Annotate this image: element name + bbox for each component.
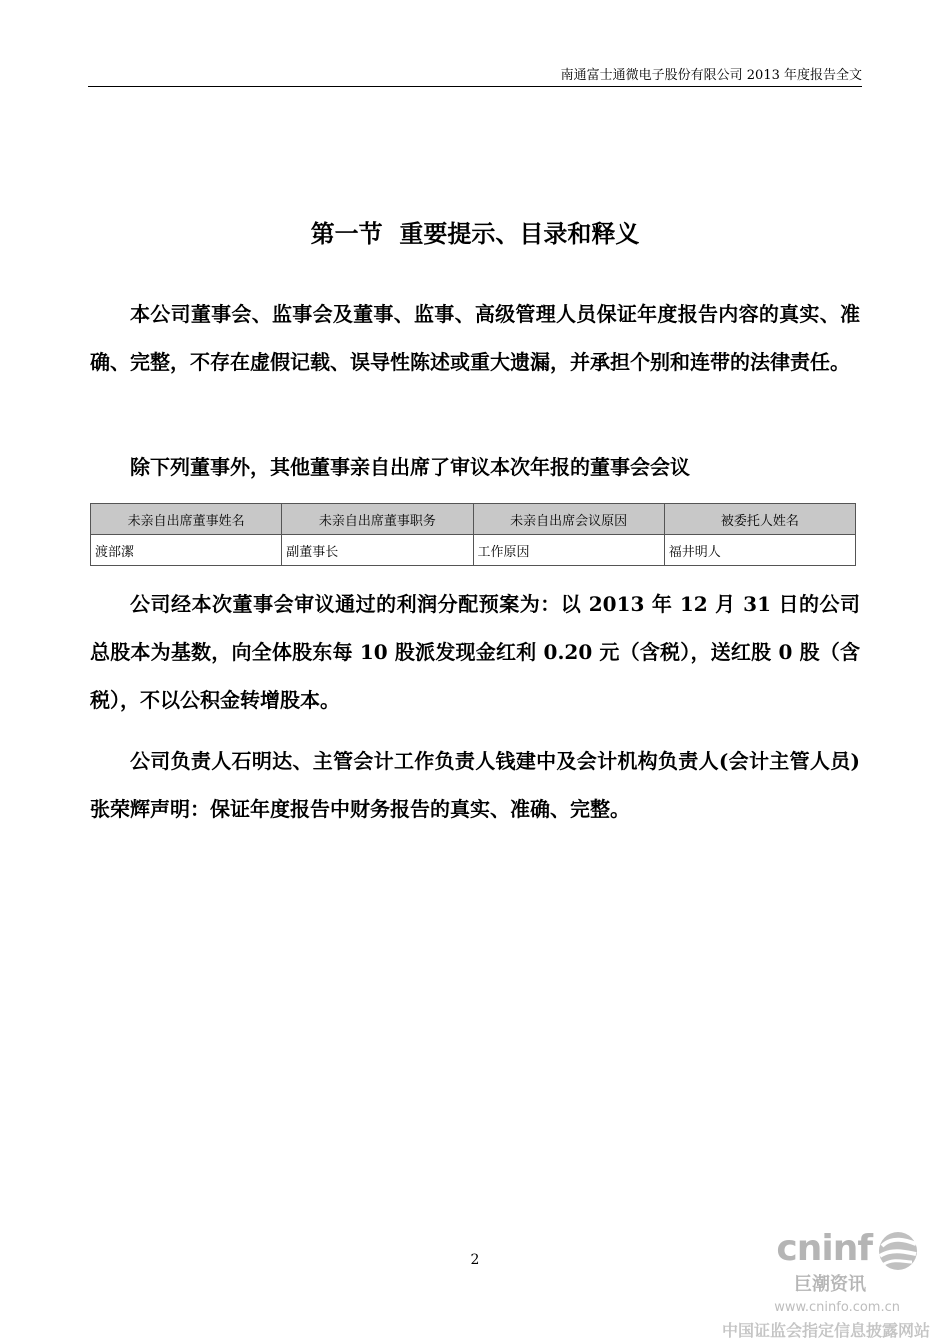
table-row [91, 535, 856, 566]
cninfo-logo-chinese: 巨潮资讯 [794, 1274, 866, 1295]
absent-directors-table [90, 503, 856, 566]
table-header-cell: 未亲自出席董事姓名 [91, 504, 282, 535]
paragraph-responsibility: 本公司董事会、监事会及董事、监事、高级管理人员保证年度报告内容的真实、准确、完整，不存在虚假记载、误导性陈述或重大遗漏，并承担个别和连带的法律责任。 [90, 302, 860, 374]
table-header-cell: 未亲自出席董事职务 [282, 504, 473, 535]
table-cell: 福井明人 [664, 535, 855, 566]
paragraph-absent-directors: 除下列董事外，其他董事亲自出席了审议本次年报的董事会会议 [130, 455, 690, 479]
table-cell: 副董事长 [282, 535, 473, 566]
table-header-cell: 未亲自出席会议原因 [473, 504, 664, 535]
cninfo-tagline: 中国证监会指定信息披露网站 [721, 1321, 930, 1340]
table-cell: 工作原因 [473, 535, 664, 566]
paragraph-profit-distribution: 公司经本次董事会审议通过的利润分配预案为：以 2013 年 12 月 31 日的公司总股本为基数，向全体股东每 10 股派发现金红利 0.20 元（含税），送红股 0 股（含税），不以公积金转增股本。 [90, 592, 860, 712]
cninfo-watermark [721, 1222, 930, 1342]
table-header-cell: 被委托人姓名 [664, 504, 855, 535]
header-divider [88, 86, 862, 87]
cninfo-url: www.cninfo.com.cn [774, 1300, 900, 1315]
table-cell: 渡部潔 [91, 535, 282, 566]
cninfo-swirl-icon [870, 1230, 926, 1272]
cninfo-logo-text: cninf [776, 1228, 872, 1269]
report-header: 南通富士通微电子股份有限公司 2013 年度报告全文 [560, 68, 862, 83]
table-header-row [91, 504, 856, 535]
page-number: 2 [470, 1252, 480, 1268]
paragraph-management-statement: 公司负责人石明达、主管会计工作负责人钱建中及会计机构负责人(会计主管人员)张荣辉声明：保证年度报告中财务报告的真实、准确、完整。 [90, 749, 860, 821]
section-title: 第一节 重要提示、目录和释义 [310, 219, 640, 248]
